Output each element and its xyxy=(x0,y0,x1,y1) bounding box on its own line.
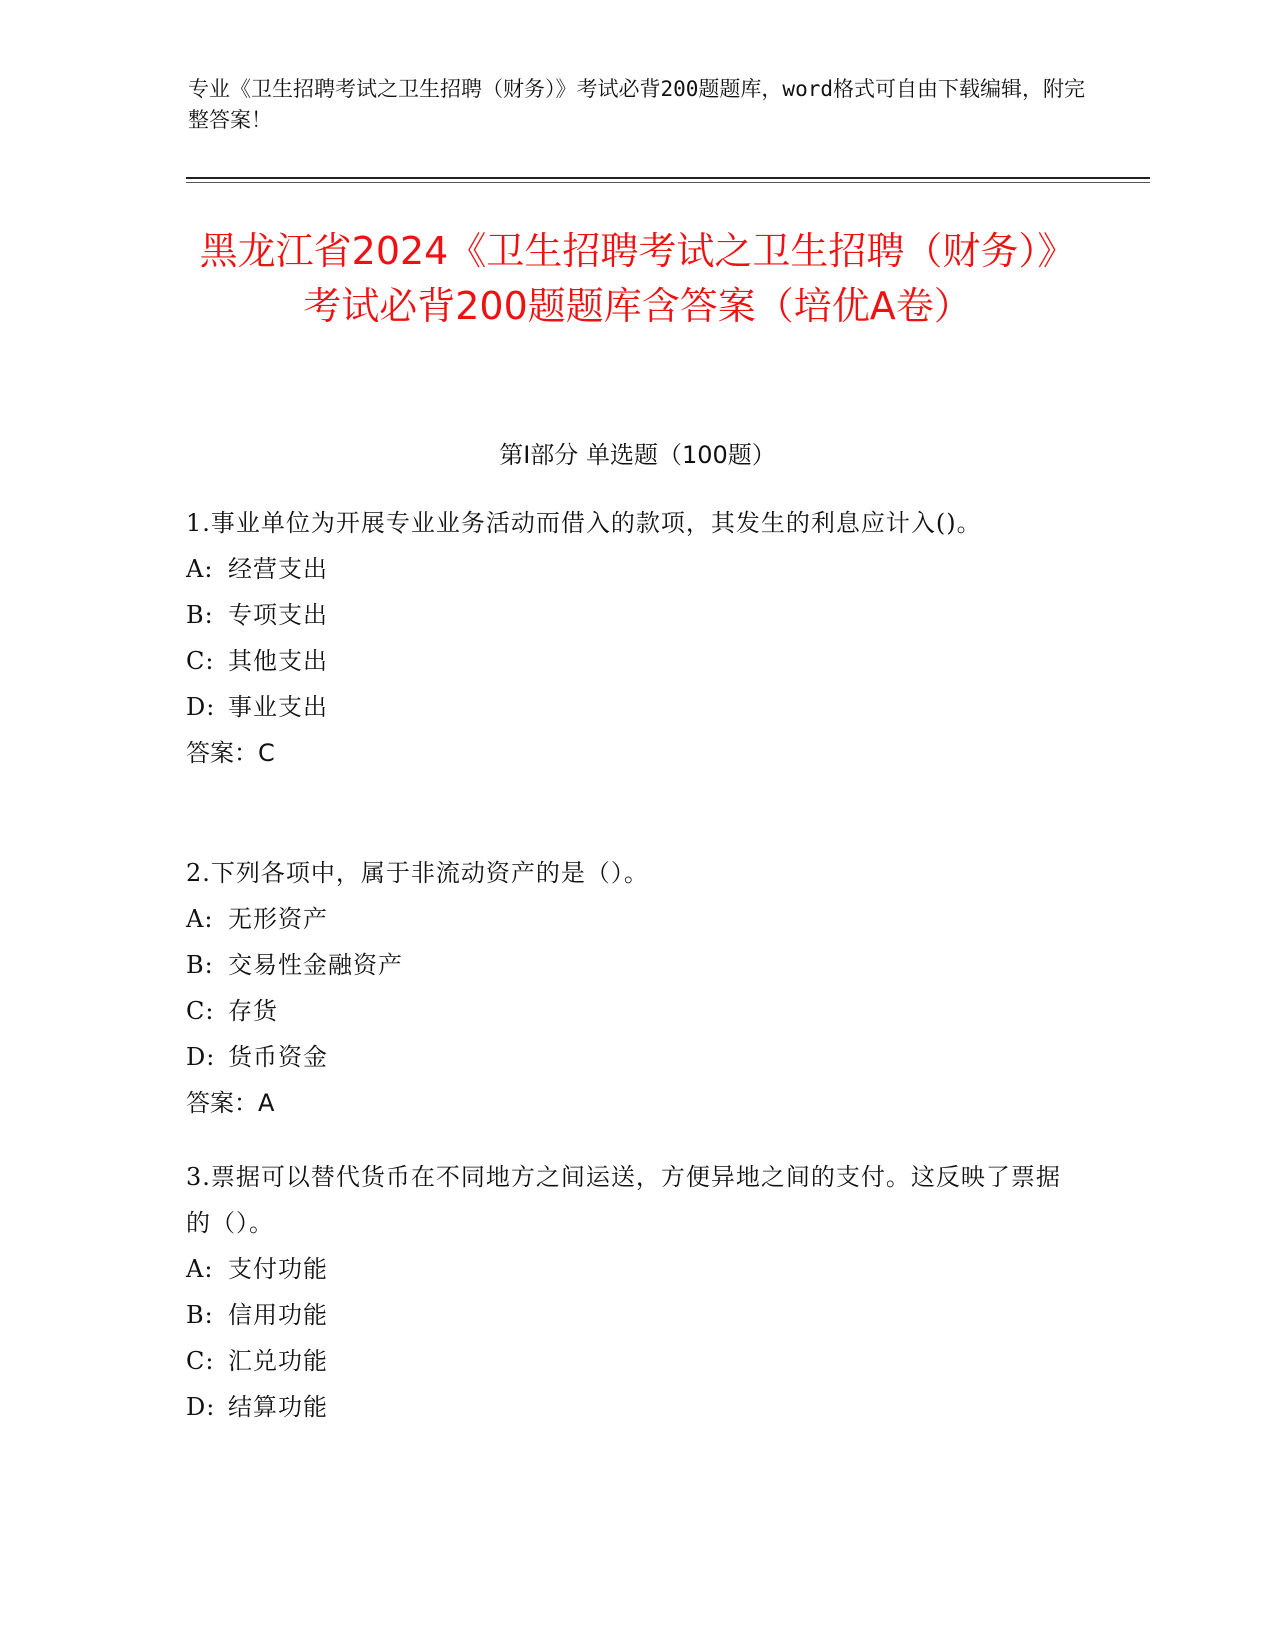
header-divider-thin xyxy=(186,182,1150,183)
option-text: 信用功能 xyxy=(228,1301,328,1329)
option-text: 货币资金 xyxy=(228,1043,328,1071)
option-text: 专项支出 xyxy=(228,601,328,629)
option-b xyxy=(186,1292,1066,1338)
option-text: 汇兑功能 xyxy=(228,1347,328,1375)
option-label: B: xyxy=(186,1301,214,1329)
option-c xyxy=(186,1338,1066,1384)
option-label: B: xyxy=(186,951,214,979)
option-a xyxy=(186,1246,1066,1292)
option-label: C: xyxy=(186,997,215,1025)
question-3 xyxy=(186,1154,1066,1430)
option-a xyxy=(186,896,1066,942)
option-text: 存货 xyxy=(228,997,278,1025)
option-b xyxy=(186,592,1066,638)
option-text: 结算功能 xyxy=(228,1393,328,1421)
question-1 xyxy=(186,500,1066,776)
option-label: A: xyxy=(186,555,214,583)
answer-line: 答案：C xyxy=(186,739,275,767)
option-label: B: xyxy=(186,601,214,629)
option-text: 交易性金融资产 xyxy=(228,951,403,979)
option-label: D: xyxy=(186,693,216,721)
option-text: 无形资产 xyxy=(228,905,328,933)
option-d xyxy=(186,1384,1066,1430)
option-label: D: xyxy=(186,1393,216,1421)
question-2 xyxy=(186,850,1066,1126)
option-d xyxy=(186,1034,1066,1080)
option-c xyxy=(186,638,1066,684)
option-b xyxy=(186,942,1066,988)
option-c xyxy=(186,988,1066,1034)
answer-line: 答案：A xyxy=(186,1089,275,1117)
option-text: 其他支出 xyxy=(228,647,328,675)
option-a xyxy=(186,546,1066,592)
option-label: D: xyxy=(186,1043,216,1071)
header-divider xyxy=(186,177,1150,179)
option-text: 支付功能 xyxy=(228,1255,328,1283)
option-text: 经营支出 xyxy=(228,555,328,583)
option-label: C: xyxy=(186,647,215,675)
question-text: 1.事业单位为开展专业业务活动而借入的款项，其发生的利息应计入()。 xyxy=(186,509,982,537)
option-label: A: xyxy=(186,1255,214,1283)
document-title: 黑龙江省2024《卫生招聘考试之卫生招聘（财务）》考试必背200题题库含答案（培优A卷） xyxy=(199,229,1076,328)
option-label: A: xyxy=(186,905,214,933)
question-text: 2.下列各项中，属于非流动资产的是（）。 xyxy=(186,859,649,887)
question-text: 3.票据可以替代货币在不同地方之间运送，方便异地之间的支付。这反映了票据的（）。 xyxy=(186,1163,1061,1237)
option-label: C: xyxy=(186,1347,215,1375)
header-note: 专业《卫生招聘考试之卫生招聘（财务）》考试必背200题题库，word格式可自由下载编辑，附完整答案！ xyxy=(188,77,1085,132)
option-d xyxy=(186,684,1066,730)
option-text: 事业支出 xyxy=(228,693,328,721)
section-title: 第Ⅰ部分 单选题（100题） xyxy=(499,441,776,469)
